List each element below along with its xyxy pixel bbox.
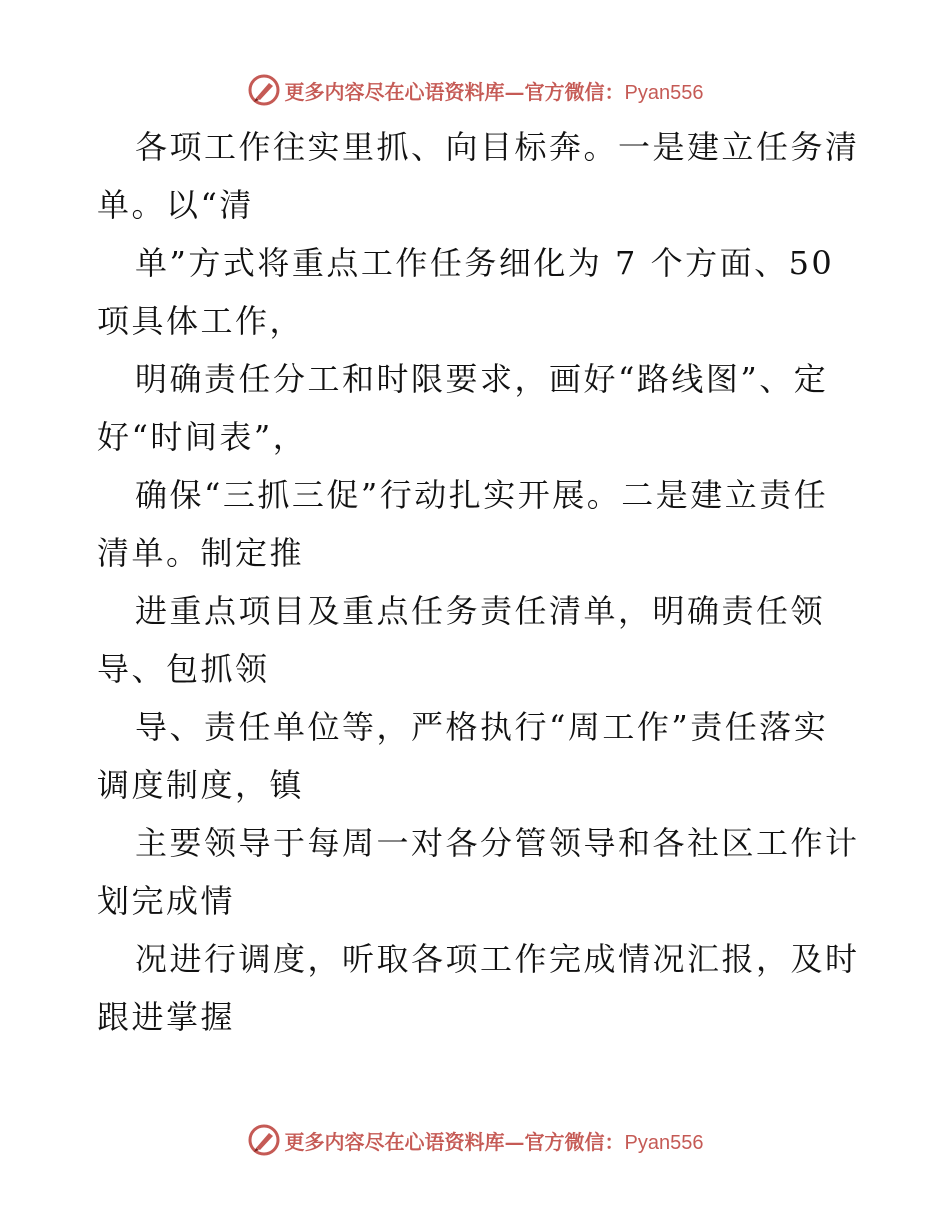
header-dash: —: [504, 79, 525, 104]
body-line: 况进行调度，听取各项工作完成情况汇报，及时: [135, 940, 860, 978]
header-wechat-label: 官方微信：: [524, 79, 625, 104]
footer-text: [285, 1126, 704, 1155]
body-line: 划完成情: [97, 882, 236, 920]
body-line: 单。以“清: [97, 186, 254, 224]
body-line: 调度制度，镇: [97, 766, 305, 804]
header-text: [285, 76, 704, 105]
body-line: 进重点项目及重点任务责任清单，明确责任领: [135, 592, 826, 630]
body-line: 确保“三抓三促”行动扎实开展。二是建立责任: [135, 476, 829, 514]
footer-dash: —: [504, 1129, 525, 1154]
pen-logo-icon: [247, 73, 281, 107]
pen-logo-icon: [247, 1123, 281, 1157]
body-line: 主要领导于每周一对各分管领导和各社区工作计: [135, 824, 860, 862]
body-line: 项具体工作，: [97, 302, 305, 340]
body-line: 明确责任分工和时限要求，画好“路线图”、定: [135, 360, 829, 398]
footer-banner: [0, 1120, 950, 1160]
header-brand: 更多内容尽在心语资料库: [284, 79, 505, 104]
body-line: 跟进掌握: [97, 998, 236, 1036]
document-body: [97, 118, 860, 1046]
body-line: 单”方式将重点工作任务细化为 7 个方面、50: [135, 244, 835, 282]
footer-wechat-id: Pyan556: [624, 1131, 704, 1154]
body-line: 导、包抓领: [97, 650, 270, 688]
body-line: 各项工作往实里抓、向目标奔。一是建立任务清: [135, 128, 860, 166]
body-line: 导、责任单位等，严格执行“周工作”责任落实: [135, 708, 829, 746]
body-line: 清单。制定推: [97, 534, 305, 572]
header-banner: [0, 70, 950, 110]
footer-wechat-label: 官方微信：: [524, 1129, 625, 1154]
header-wechat-id: Pyan556: [624, 81, 704, 104]
body-line: 好“时间表”，: [97, 418, 308, 456]
footer-brand: 更多内容尽在心语资料库: [284, 1129, 505, 1154]
